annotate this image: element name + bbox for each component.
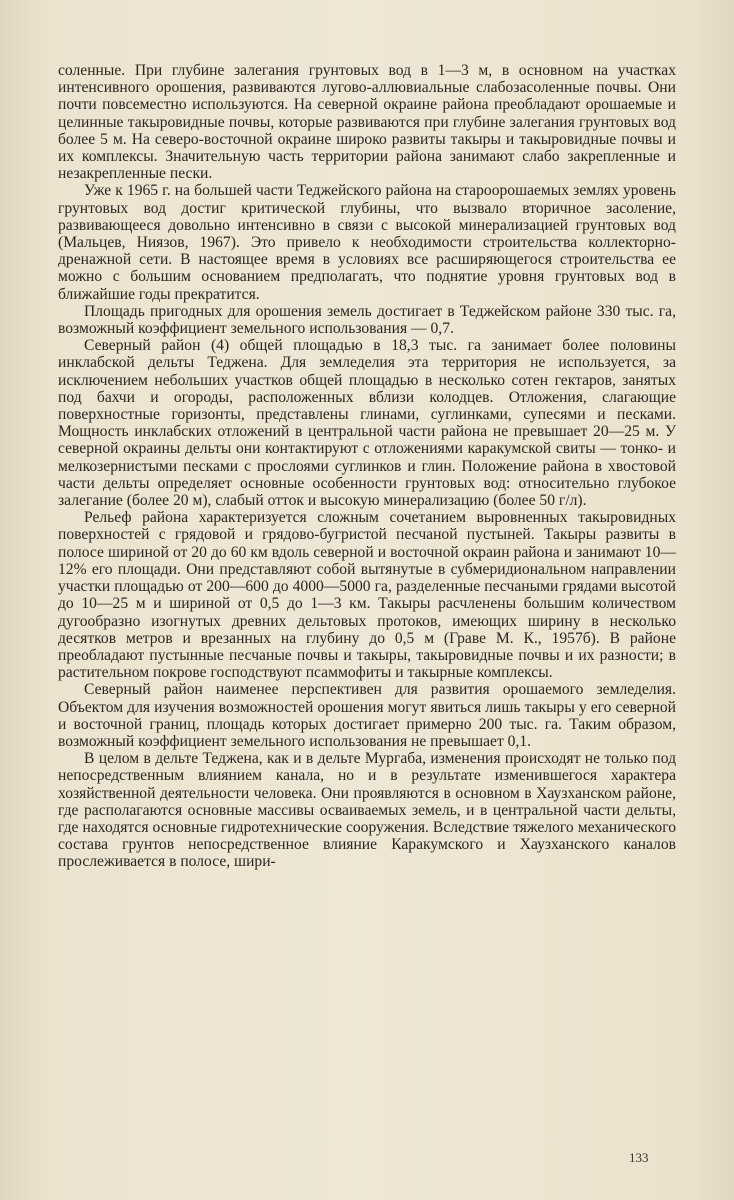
paragraph-groundwater-1965: Уже к 1965 г. на большей части Теджейского района на староорошаемых землях уровень грунтовых вод достиг критической глубины, что вызвало вторичное засоление, развивающееся довольно интенсивно в связи с высокой минерализацией грунтовых вод (Мальцев, Ниязов, 1967). Это привело к необходимости строительства коллекторно-дренажной сети. В настоящее время в условиях все расширяющегося строительства ее можно с большим основанием предполагать, что поднятие уровня грунтовых вод в ближайшие годы прекратится. <box>58 182 676 303</box>
paragraph-tedzhen-delta-changes: В целом в дельте Теджена, как и в дельте Мургаба, изменения происходят не только под непосредственным влиянием канала, но и в результате изменившегося характера хозяйственной деятельности человека. Они проявляются в основном в Хаузханском районе, где располагаются основные массивы осваиваемых земель, и в центральной части дельты, где находятся основные гидротехнические сооружения. Вследствие тяжелого механического состава грунтов непосредственное влияние Каракумского и Хаузханского каналов прослеживается в полосе, шири- <box>58 750 676 871</box>
paragraph-relief: Рельеф района характеризуется сложным сочетанием выровненных такыровидных поверхностей с грядовой и грядово-бугристой песчаной пустыней. Такыры развиты в полосе шириной от 20 до 60 км вдоль северной и восточной окраин района и занимают 10—12% его площади. Они представляют собой вытянутые в субмеридиональном направлении участки площадью от 200—600 до 4000—5000 га, разделенные песчаными грядами высотой до 10—25 м и шириной от 0,5 до 1—3 км. Такыры расчленены большим количеством дугообразно изогнутых древних дельтовых протоков, имеющих ширину в несколько десятков метров и врезанных на глубину до 0,5 м (Граве М. К., 1957б). В районе преобладают пустынные песчаные почвы и такыры, такыровидные почвы и их разности; в растительном покрове господствуют псаммофиты и такырные комплексы. <box>58 509 676 682</box>
paragraph-irrigable-area: Площадь пригодных для орошения земель достигает в Теджейском районе 330 тыс. га, возможный коэффициент земельного использования — 0,7. <box>58 302 676 338</box>
body-text <box>58 62 676 871</box>
paragraph-northern-perspective: Северный район наименее перспективен для развития орошаемого земледелия. Объектом для изучения возможностей орошения могут явиться лишь такыры у его северной и восточной границ, площадь которых достигает примерно 200 тыс. га. Таким образом, возможный коэффициент земельного использования не превышает 0,1. <box>58 681 676 750</box>
page-number: 133 <box>629 1150 649 1165</box>
paragraph-soils-continued: соленные. При глубине залегания грунтовых вод в 1—3 м, в основном на участках интенсивного орошения, развиваются лугово-аллювиальные слабозасоленные почвы. Они почти повсеместно используются. На северной окраине района преобладают орошаемые и целинные такыровидные почвы, которые развиваются при глубине залегания грунтовых вод более 5 м. На северо-восточной окраине широко развиты такыры и такыровидные почвы и их комплексы. Значительную часть территории района занимают слабо закрепленные и незакрепленные пески. <box>58 62 676 183</box>
paragraph-northern-district: Северный район (4) общей площадью в 18,3 тыс. га занимает более половины инклабской дельты Теджена. Для земледелия эта территория не используется, за исключением небольших участков общей площадью в несколько сотен гектаров, занятых под бахчи и огороды, расположенных вблизи колодцев. Отложения, слагающие поверхностные горизонты, представлены глинами, суглинками, супесями и песками. Мощность инклабских отложений в центральной части района не превышает 20—25 м. У северной окраины дельты они контактируют с отложениями каракумской свиты — тонко- и мелкозернистыми песками с прослоями суглинков и глин. Положение района в хвостовой части дельты определяет основные особенности грунтовых вод: относительно глубокое залегание (более 20 м), слабый отток и высокую минерализацию (более 50 г/л). <box>58 337 676 510</box>
